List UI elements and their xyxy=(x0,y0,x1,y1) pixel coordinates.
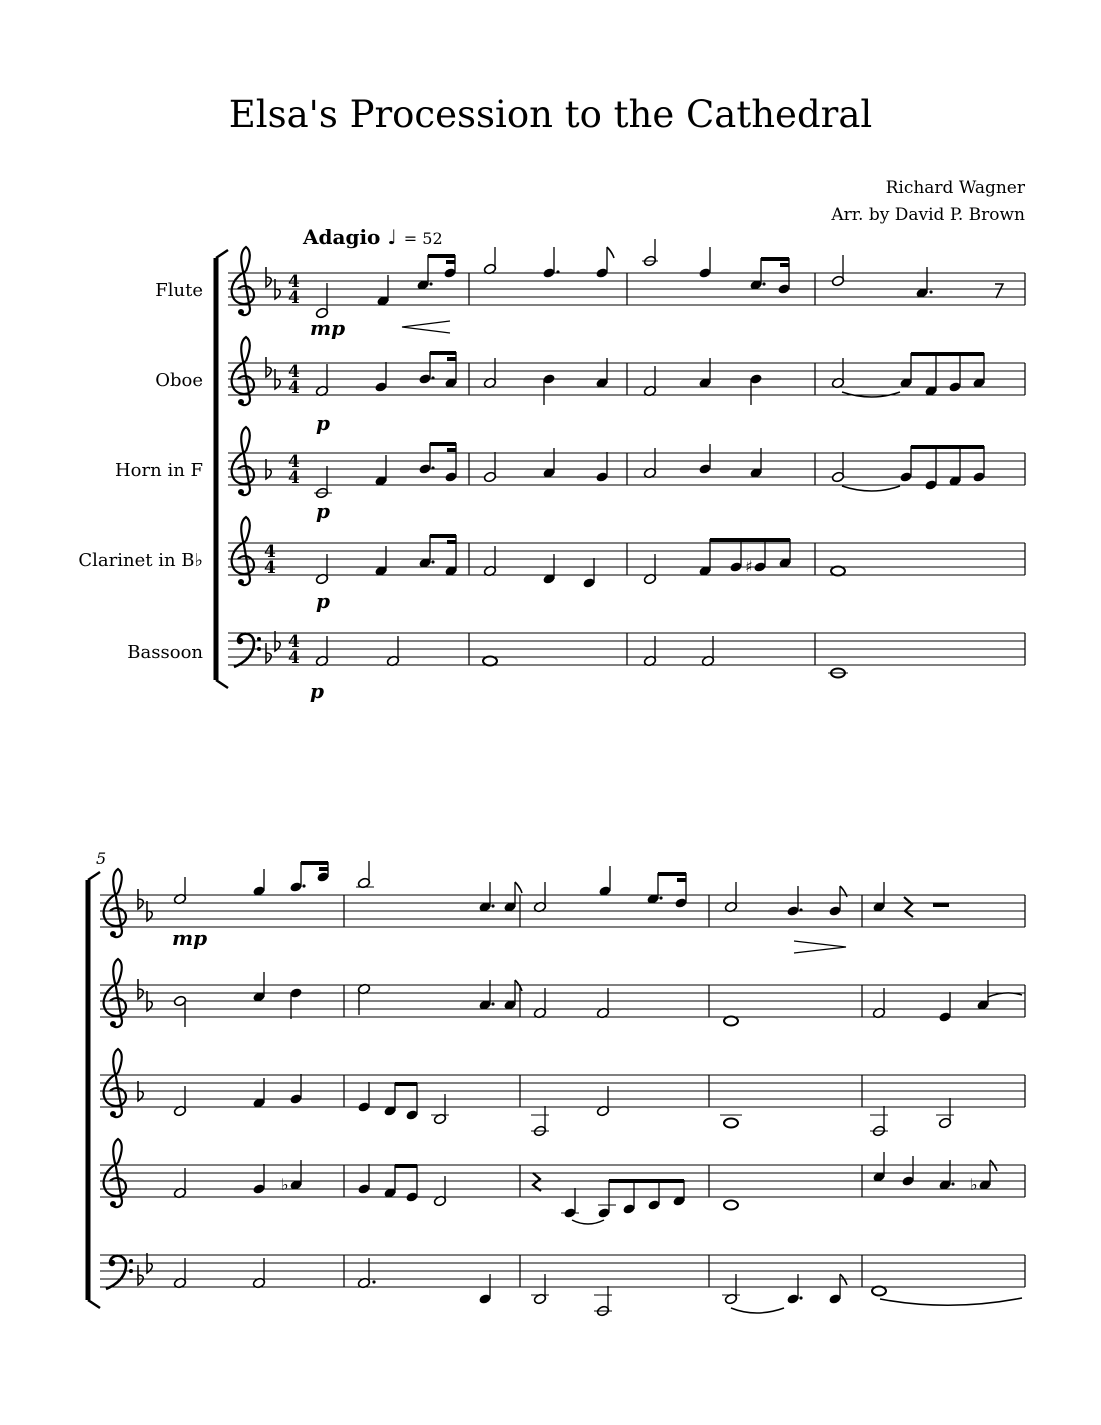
svg-text:4: 4 xyxy=(288,272,300,292)
arranger-credit: Arr. by David P. Brown xyxy=(831,205,1025,225)
crescendo-hairpin xyxy=(402,321,450,333)
svg-text:4: 4 xyxy=(288,288,300,308)
dynamic-horn-m1: p xyxy=(316,499,330,523)
instrument-label-bassoon: Bassoon xyxy=(127,642,203,663)
svg-text:4: 4 xyxy=(264,542,276,562)
composer-credit: Richard Wagner xyxy=(885,178,1025,198)
svg-text:4: 4 xyxy=(288,632,300,652)
staff-bassoon-2 xyxy=(100,1253,1025,1317)
staff-flute-2 xyxy=(100,861,1025,937)
staff-clarinet-2 xyxy=(100,1139,1025,1224)
dynamic-clarinet-m1: p xyxy=(316,589,330,613)
staff-bassoon-1 xyxy=(228,631,1025,678)
svg-text:4: 4 xyxy=(288,468,300,488)
tempo-text: Adagio xyxy=(303,225,381,249)
dynamic-bassoon-m1: p xyxy=(310,679,324,703)
svg-text:♭: ♭ xyxy=(970,1175,978,1194)
diminuendo-hairpin xyxy=(794,941,846,953)
measure-number: 5 xyxy=(96,849,107,868)
svg-text:4: 4 xyxy=(288,452,300,472)
instrument-label-clarinet: Clarinet in B♭ xyxy=(78,550,203,571)
staff-oboe-2 xyxy=(100,959,1025,1027)
tempo-bpm: = 52 xyxy=(403,229,443,248)
system-2 xyxy=(88,849,1025,1317)
svg-text:♭: ♭ xyxy=(281,1175,289,1194)
staff-horn-1 xyxy=(228,427,1025,499)
staff-oboe-1 xyxy=(228,337,1025,405)
instrument-label-flute: Flute xyxy=(155,280,203,301)
dynamic-oboe-m1: p xyxy=(316,411,330,435)
staff-horn-2 xyxy=(100,1049,1025,1137)
dynamic-flute-m5: mp xyxy=(172,926,208,950)
svg-text:4: 4 xyxy=(288,378,300,398)
system-1 xyxy=(216,239,1025,703)
dynamic-flute-m1: mp xyxy=(310,316,346,340)
svg-text:4: 4 xyxy=(264,558,276,578)
svg-text:♯: ♯ xyxy=(745,557,753,576)
instrument-label-horn: Horn in F xyxy=(114,460,203,481)
instrument-label-oboe: Oboe xyxy=(155,370,203,391)
quarter-note-icon: ♩ xyxy=(387,225,397,249)
svg-text:4: 4 xyxy=(288,648,300,668)
staff-clarinet-1 xyxy=(228,517,1025,589)
score-title: Elsa's Procession to the Cathedral xyxy=(228,93,873,136)
staff-flute-1 xyxy=(228,239,1025,319)
svg-text:4: 4 xyxy=(288,362,300,382)
